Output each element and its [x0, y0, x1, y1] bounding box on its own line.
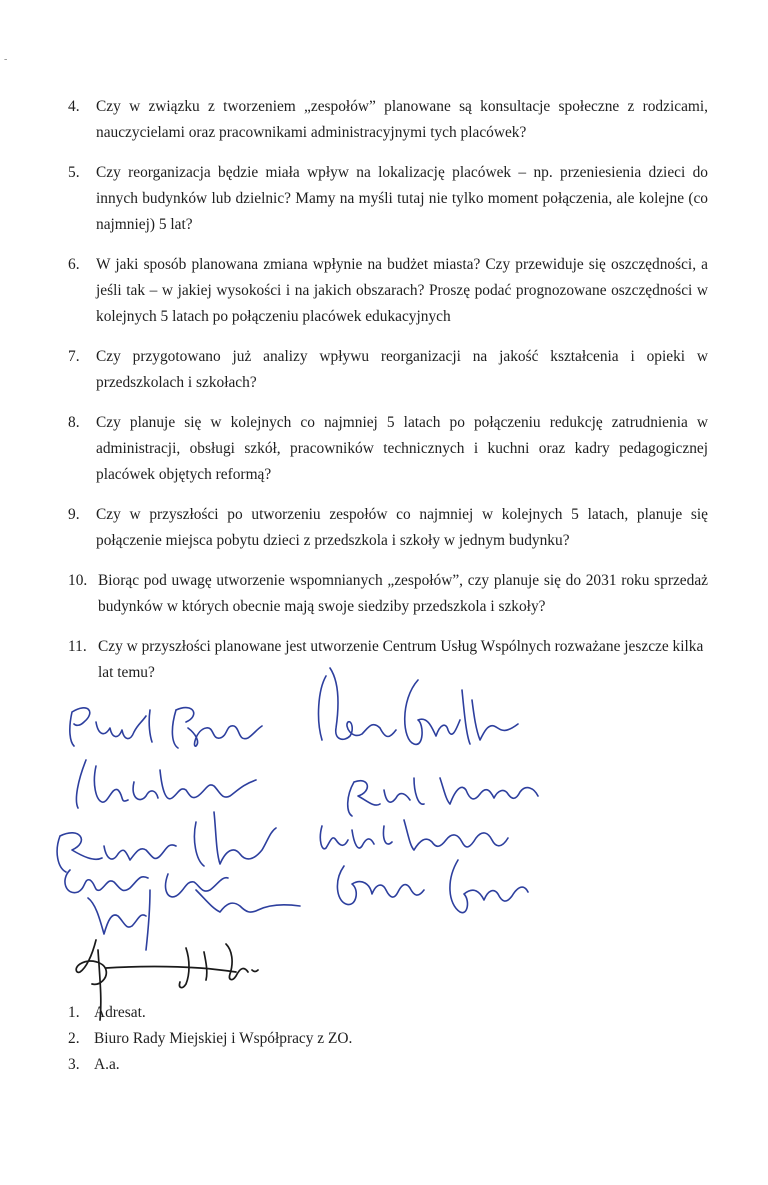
recipient-text: Adresat. [94, 1004, 146, 1021]
signature-7 [440, 778, 538, 804]
signature-2 [172, 708, 262, 748]
signature-8 [57, 812, 276, 872]
question-text: Czy reorganizacja będzie miała wpływ na lokalizację placówek – np. przeniesienia dzieci do innych budynków lub dzielnic? Mamy na myśli tutaj nie tylko moment połączenia, ale kolejne (co najmniej) 5 lat? [96, 164, 708, 233]
question-text: Czy przygotowano już analizy wpływu reorganizacji na jakość kształcenia i opieki w przedszkolach i szkołach? [96, 348, 708, 391]
question-number: 11. [68, 638, 87, 655]
signature-6 [348, 778, 424, 816]
signature-4 [405, 680, 518, 744]
recipient-number: 2. [68, 1030, 80, 1047]
question-text: Biorąc pod uwagę utworzenie wspomnianych „zespołów”, czy planuje się do 2031 roku sprzedaż budynków w których obecnie mają swoje siedziby przedszkola i szkoły? [98, 572, 708, 615]
question-text: Czy w przyszłości planowane jest utworzenie Centrum Usług Wspólnych rozważane jeszcze kilka lat temu? [98, 638, 704, 681]
recipients-list [68, 1000, 352, 1078]
signature-1 [70, 708, 152, 746]
signature-11 [337, 860, 528, 913]
scan-mark: - [4, 54, 8, 65]
signature-10 [320, 820, 508, 850]
signature-9 [65, 870, 228, 897]
question-number: 4. [68, 98, 80, 115]
recipient-number: 3. [68, 1056, 80, 1073]
question-number: 9. [68, 506, 80, 523]
question-text: Czy w przyszłości po utworzeniu zespołów co najmniej w kolejnych 5 latach, planuje się połączenie miejsca pobytu dzieci z przedszkola i szkoły w jednym budynku? [96, 506, 708, 549]
recipient-item [68, 1000, 352, 1026]
recipient-text: Biuro Rady Miejskiej i Współpracy z ZO. [94, 1030, 353, 1047]
question-number: 6. [68, 256, 80, 273]
recipient-text: A.a. [94, 1056, 120, 1073]
signature-3 [319, 668, 396, 740]
question-number: 8. [68, 414, 80, 431]
recipient-number: 1. [68, 1004, 80, 1021]
recipient-item [68, 1026, 352, 1052]
question-text: W jaki sposób planowana zmiana wpłynie na budżet miasta? Czy przewiduje się oszczędności, a jeśli tak – w jakiej wysokości i na jakich obszarach? Proszę podać prognozowane oszczędności w kolejnych 5 latach po połączeniu placówek edukacyjnych [96, 256, 708, 325]
question-number: 10. [68, 572, 88, 589]
recipient-item [68, 1052, 352, 1078]
signature-12 [88, 890, 300, 950]
question-text: Czy planuje się w kolejnych co najmniej 5 latach po połączeniu redukcję zatrudnienia w administracji, obsługi szkół, pracowników technicznych i kuchni oraz kadry pedagogicznej placówek objętych reformą? [96, 414, 708, 483]
signature-5 [76, 760, 256, 808]
question-number: 7. [68, 348, 80, 365]
question-text: Czy w związku z tworzeniem „zespołów” planowane są konsultacje społeczne z rodzicami, nauczycielami oraz pracownikami administracyjnymi tych placówek? [96, 98, 708, 141]
question-number: 5. [68, 164, 80, 181]
